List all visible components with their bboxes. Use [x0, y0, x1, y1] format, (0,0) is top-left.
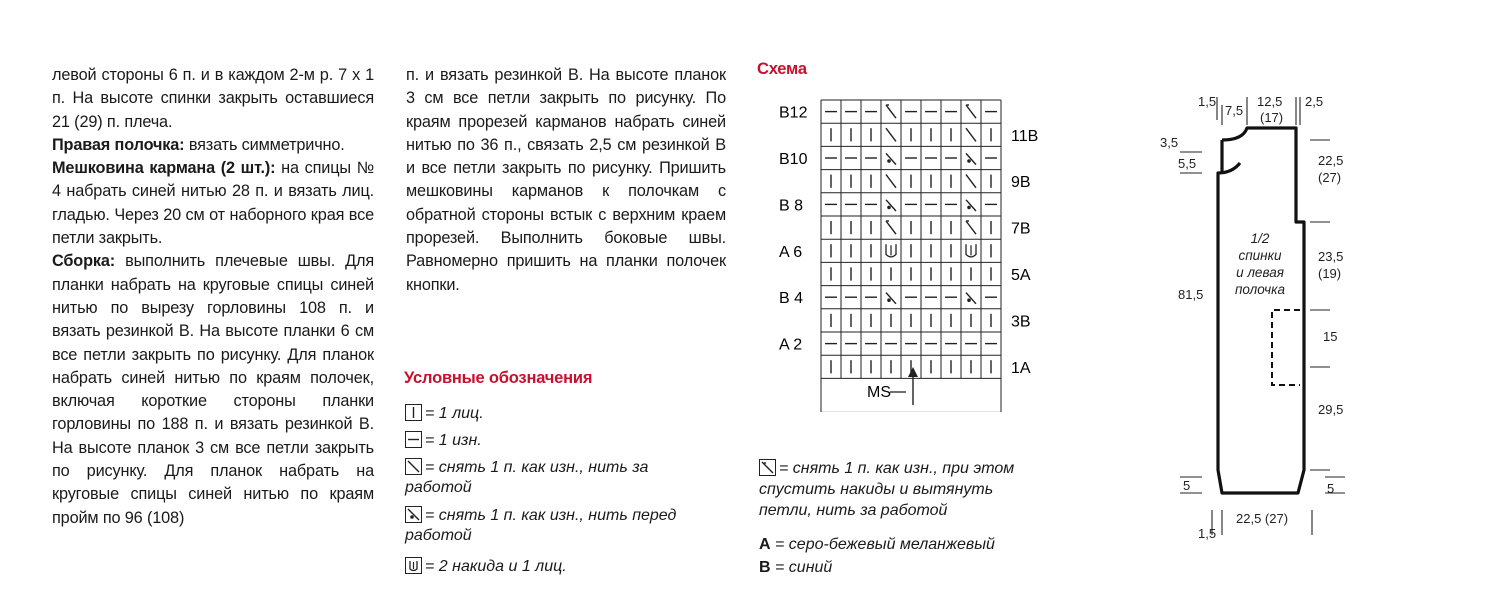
legend-text-slip-back: = снять 1 п. как изн., нить за работой: [405, 459, 649, 496]
pocket-outline: [1272, 310, 1300, 385]
dim-bottom-width: 22,5 (27): [1236, 511, 1289, 526]
paragraph-continued: п. и вязать резинкой B. На высоте планок 3 см все петли закрыть по рисунку. По краям прорезей карманов набрать синей нитью по 36 п., связать 2,5 см резинкой B и все петли закрыть по рисунку. Пришить мешковины карманов к полочкам с обратной стороны встык с верхним краем прорезей. Выполнить боковые швы. Равномерно пришить на планки полочек кнопки.: [406, 66, 726, 294]
text-column-2: [406, 64, 726, 297]
legend-item-slip-front: [405, 506, 705, 546]
dim-right-29-5: 29,5: [1318, 402, 1344, 417]
dim-left-5: 5: [1183, 478, 1191, 493]
paragraph-assembly: [52, 250, 374, 530]
color-a-key: A: [759, 536, 771, 553]
legend-item-yarnover: [405, 557, 567, 577]
dim-left-5-5: 5,5: [1178, 156, 1197, 171]
heading-pocket: Мешковина кармана (2 шт.):: [52, 159, 276, 178]
row-label-right: 11B: [1011, 127, 1039, 145]
text-column-1: [52, 64, 374, 530]
pattern-center-1: 1/2: [1250, 231, 1270, 246]
dim-right-19: (19): [1318, 266, 1342, 281]
pocket-text: на спицы № 4 набрать синей нитью 28 п. и вязать лиц. гладью. Через 20 см от наборного края все петли закрыть.: [52, 159, 375, 248]
row-label-left: A 2: [779, 336, 803, 354]
dim-right-27: (27): [1318, 170, 1342, 185]
dim-right-23-5: 23,5: [1318, 249, 1344, 264]
row-label-right: 9B: [1011, 174, 1031, 192]
knitting-chart: [775, 92, 1095, 412]
row-label-left: B10: [779, 151, 808, 168]
color-b-text: = синий: [770, 559, 833, 576]
row-label-left: B 8: [779, 197, 804, 215]
pattern-center-3: и левая: [1236, 265, 1284, 280]
heading-assembly: Сборка:: [52, 252, 116, 271]
slip-drop-symbol-icon: [759, 459, 776, 476]
legend-item-slip-drop: [759, 458, 1049, 521]
dim-right-5: 5: [1327, 481, 1335, 496]
row-label-right: 5A: [1011, 267, 1031, 284]
dim-right-22-5: 22,5: [1318, 153, 1344, 168]
legend-text-purl: = 1 изн.: [425, 432, 482, 449]
dim-left-1-5: 1,5: [1198, 526, 1217, 541]
legend-text-yarnover: = 2 накида и 1 лиц.: [425, 558, 567, 575]
pattern-diagram: [1150, 85, 1490, 555]
dim-right-15: 15: [1323, 329, 1338, 344]
legend-title: Условные обозначения: [404, 369, 593, 387]
legend-item-purl: [405, 431, 482, 451]
assembly-text: выполнить плечевые швы. Для планки набрать на круговые спицы синей нитью по вырезу горловины 108 п. и вязать резинкой B. На высоте планки 6 см все петли закрыть по рисунку. Для планок набрать синей нитью по краям полочек, включая короткие стороны планки горловины по 188 п. и вязать резинкой B. На высоте планок 3 см все петли закрыть по рисунку. Для планок набрать на круговые спицы синей нитью по краям пройм по 96 (108): [52, 252, 374, 527]
schema-title: Схема: [757, 60, 807, 78]
knit-symbol-icon: [405, 404, 422, 421]
color-a-text: = серо-бежевый меланжевый: [770, 536, 995, 553]
row-label-left: B 4: [779, 290, 804, 308]
yarnover-symbol-icon: [405, 557, 422, 574]
ms-arrowhead-icon: [908, 367, 918, 377]
pattern-center-2: спинки: [1238, 248, 1282, 263]
chart-grid: [821, 100, 1001, 412]
dim-top-12-5: 12,5: [1257, 94, 1283, 109]
row-label-left: B12: [779, 104, 808, 122]
slip-front-symbol-icon: [405, 506, 422, 523]
pattern-center-4: полочка: [1234, 282, 1286, 297]
dim-left-81-5: 81,5: [1178, 287, 1204, 302]
row-label-right: 1A: [1011, 359, 1031, 377]
row-label-left: A 6: [779, 243, 803, 261]
slip-back-symbol-icon: [405, 458, 422, 475]
legend-text-knit: = 1 лиц.: [425, 405, 484, 422]
paragraph-1: левой стороны 6 п. и в каждом 2-м р. 7 x 1 п. На высоте спинки закрыть оставшиеся 21 (29) п. плеча.: [52, 66, 374, 131]
paragraph-pocket: [52, 157, 374, 250]
row-label-right: 7B: [1011, 220, 1031, 238]
legend-item-knit: [405, 404, 484, 424]
color-a-line: [759, 534, 995, 555]
chart-row-labels-right: [1011, 128, 1038, 377]
pattern-outline: [1218, 128, 1304, 493]
dim-top-7-5: 7,5: [1225, 103, 1244, 118]
dim-left-3-5: 3,5: [1160, 135, 1179, 150]
right-front-text: вязать симметрично.: [184, 135, 345, 154]
color-b-key: B: [759, 559, 771, 576]
dim-top-17: (17): [1260, 110, 1284, 125]
paragraph-right-front: [52, 134, 374, 157]
dim-top-2-5: 2,5: [1305, 94, 1324, 109]
dim-top-1-5: 1,5: [1198, 94, 1217, 109]
ms-label: MS: [867, 384, 891, 401]
purl-symbol-icon: [405, 431, 422, 448]
color-b-line: [759, 557, 832, 578]
legend-text-slip-drop: = снять 1 п. как изн., при этом спустить накиды и вытянуть петли, нить за работой: [759, 460, 1015, 519]
row-label-right: 3B: [1011, 313, 1031, 331]
heading-right-front: Правая полочка:: [52, 135, 185, 154]
legend-text-slip-front: = снять 1 п. как изн., нить перед работой: [405, 507, 677, 544]
chart-row-labels-left: [779, 105, 808, 354]
legend-item-slip-back: [405, 458, 705, 498]
